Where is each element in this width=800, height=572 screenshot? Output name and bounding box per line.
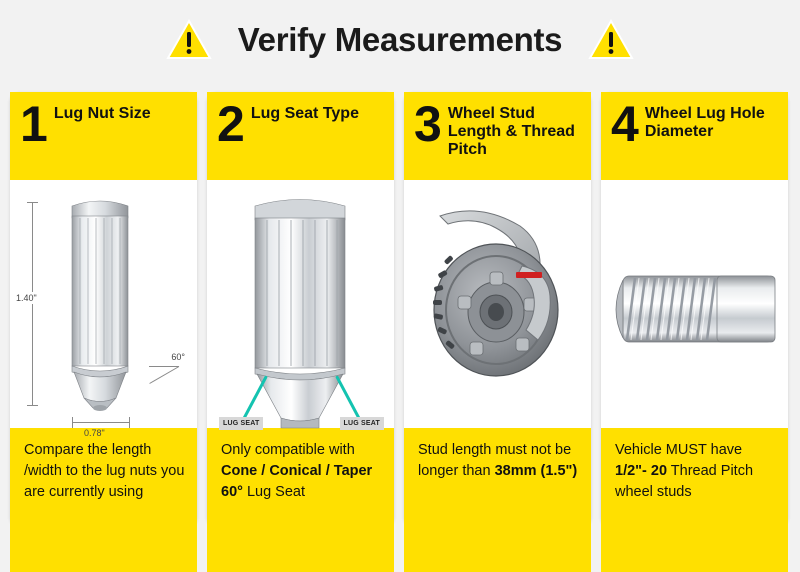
lug-seat-type-diagram bbox=[207, 180, 394, 428]
step-card-3 bbox=[404, 92, 591, 526]
lug-nut-dimension-diagram bbox=[10, 180, 197, 438]
warning-triangle-icon bbox=[588, 19, 634, 61]
step-card-2 bbox=[207, 92, 394, 526]
step-number: 2 bbox=[217, 96, 243, 152]
step-title: Wheel Stud Length & Thread Pitch bbox=[447, 105, 575, 158]
threaded-wheel-stud-photo bbox=[601, 180, 788, 428]
width-dimension-line bbox=[72, 422, 130, 423]
page-header bbox=[0, 8, 800, 72]
angle-label: 60° bbox=[171, 352, 185, 362]
step-number: 3 bbox=[414, 96, 440, 152]
caption-text: Only compatible with Cone / Conical / Taper 60° Lug Seat bbox=[221, 442, 373, 500]
caption-text: Vehicle MUST have 1/2"- 20 Thread Pitch wheel studs bbox=[615, 442, 754, 500]
height-dimension-line bbox=[32, 202, 33, 406]
step-card-2-header bbox=[207, 92, 394, 180]
step-card-4 bbox=[601, 92, 788, 526]
warning-triangle-icon bbox=[166, 19, 212, 61]
caption-text: Stud length must not be longer than 38mm (1.5") bbox=[418, 442, 578, 479]
step-title: Lug Nut Size bbox=[53, 105, 151, 122]
lug-seat-tag-right: LUG SEAT bbox=[340, 417, 384, 430]
steps-container bbox=[10, 92, 790, 526]
step-card-3-header bbox=[404, 92, 591, 180]
step-card-1 bbox=[10, 92, 197, 526]
step-card-1-caption bbox=[10, 428, 197, 572]
step-card-4-caption bbox=[601, 428, 788, 572]
step-card-1-header bbox=[10, 92, 197, 180]
lug-seat-tag-left: LUG SEAT bbox=[219, 417, 263, 430]
caption-text: Compare the length /width to the lug nuts you are currently using bbox=[24, 442, 185, 500]
page-title: Verify Measurements bbox=[237, 21, 563, 58]
step-card-3-caption bbox=[404, 428, 591, 572]
step-card-4-header bbox=[601, 92, 788, 180]
stud-length-marker bbox=[516, 272, 542, 278]
width-dimension-label: 0.78" bbox=[84, 428, 105, 438]
angle-leader-baseline bbox=[149, 366, 179, 367]
brake-rotor-hub-photo bbox=[404, 180, 591, 428]
step-card-2-caption bbox=[207, 428, 394, 572]
step-title: Lug Seat Type bbox=[250, 105, 359, 122]
step-title: Wheel Lug Hole Diameter bbox=[644, 105, 765, 140]
step-number: 4 bbox=[611, 96, 637, 152]
step-number: 1 bbox=[20, 96, 46, 152]
height-dimension-label: 1.40" bbox=[16, 293, 37, 303]
